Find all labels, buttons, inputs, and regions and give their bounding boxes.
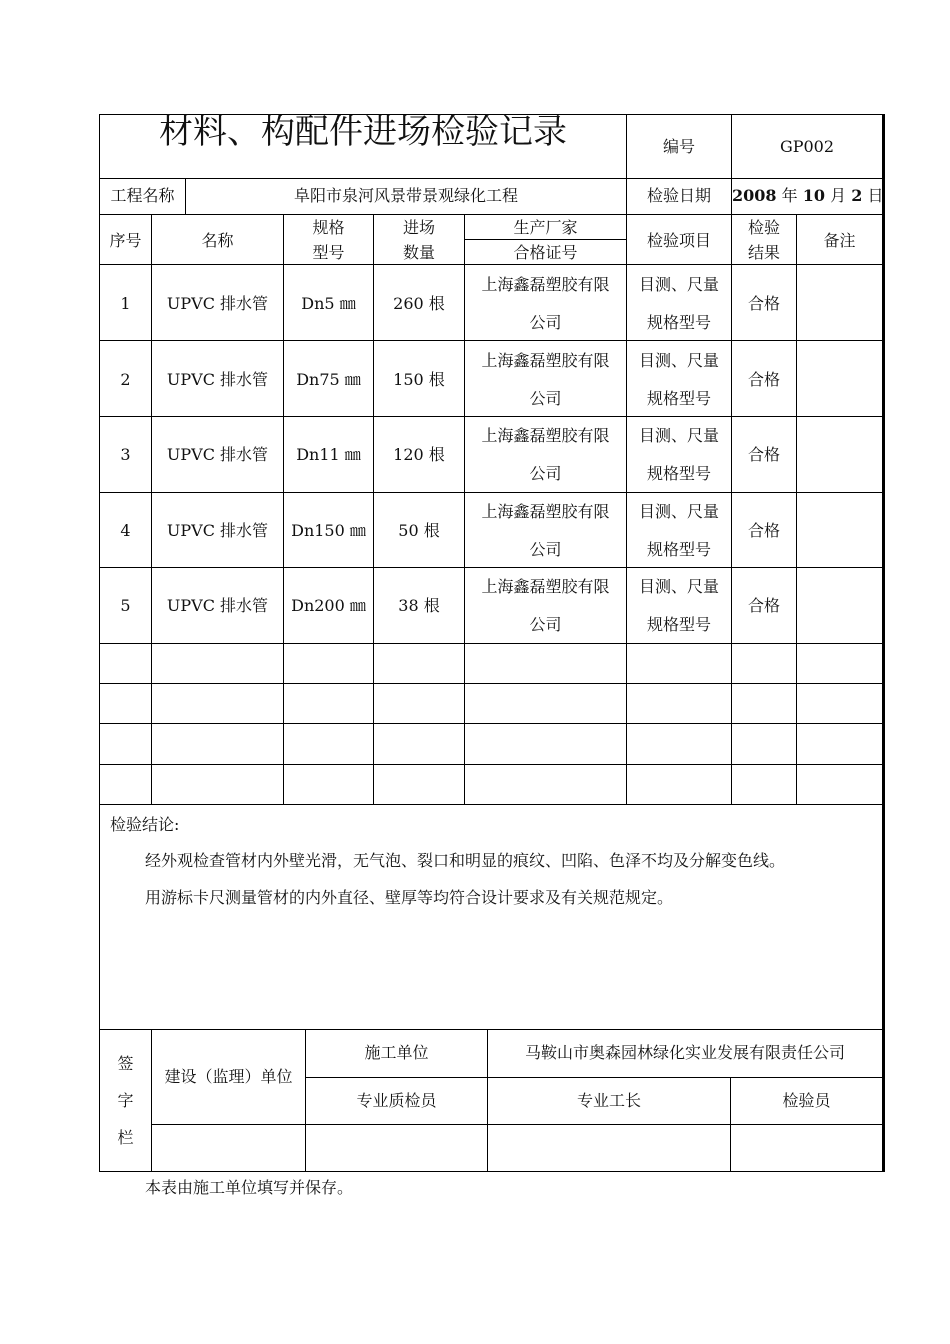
rule bbox=[99, 416, 884, 417]
cell-item-l1: 目测、尺量 bbox=[638, 502, 719, 521]
cell-seq: 5 bbox=[120, 596, 131, 615]
signature-column-char-2: 字 bbox=[117, 1091, 134, 1110]
cell-maker-l2: 公司 bbox=[529, 464, 562, 483]
cell-spec: Dn5 ㎜ bbox=[301, 294, 356, 313]
cell-item-l2: 规格型号 bbox=[646, 615, 711, 634]
col-header-cert: 合格证号 bbox=[513, 243, 578, 262]
cell-item-l2: 规格型号 bbox=[646, 540, 711, 559]
cell-name: UPVC 排水管 bbox=[166, 596, 269, 615]
code-value: GP002 bbox=[779, 137, 835, 156]
col-header-qty-l2: 数量 bbox=[402, 243, 435, 262]
cell-result: 合格 bbox=[747, 521, 780, 540]
cell-spec: Dn200 ㎜ bbox=[291, 596, 366, 615]
col-header-remark: 备注 bbox=[823, 231, 856, 250]
rule bbox=[99, 264, 884, 265]
cell-spec: Dn75 ㎜ bbox=[296, 370, 361, 389]
col-header-result-l1: 检验 bbox=[747, 218, 780, 237]
rule bbox=[99, 214, 884, 215]
cell-result: 合格 bbox=[747, 294, 780, 313]
cell-seq: 3 bbox=[120, 445, 131, 464]
col-header-seq: 序号 bbox=[109, 231, 142, 250]
cell-name: UPVC 排水管 bbox=[166, 445, 269, 464]
date-year-unit: 年 bbox=[781, 186, 798, 205]
cell-name: UPVC 排水管 bbox=[166, 294, 269, 313]
cell-item-l1: 目测、尺量 bbox=[638, 426, 719, 445]
conclusion-label: 检验结论: bbox=[110, 815, 180, 834]
table-border-bottom bbox=[99, 1171, 884, 1172]
date-day: 2 bbox=[851, 186, 863, 205]
cell-result: 合格 bbox=[747, 370, 780, 389]
col-header-qty-l1: 进场 bbox=[402, 218, 435, 237]
cell-maker-l2: 公司 bbox=[529, 313, 562, 332]
date-day-unit: 日 bbox=[867, 186, 884, 205]
cell-item-l1: 目测、尺量 bbox=[638, 577, 719, 596]
rule bbox=[99, 492, 884, 493]
cell-maker-l1: 上海鑫磊塑胶有限 bbox=[481, 426, 610, 445]
inspection-date-label: 检验日期 bbox=[646, 186, 711, 205]
rule bbox=[99, 683, 884, 684]
cell-seq: 1 bbox=[120, 294, 131, 313]
cell-name: UPVC 排水管 bbox=[166, 521, 269, 540]
cell-spec: Dn150 ㎜ bbox=[291, 521, 366, 540]
owner-supervisor-label: 建设（监理）单位 bbox=[164, 1067, 293, 1086]
cell-maker-l1: 上海鑫磊塑胶有限 bbox=[481, 502, 610, 521]
date-month: 10 bbox=[802, 186, 825, 205]
cell-result: 合格 bbox=[747, 596, 780, 615]
contractor-label: 施工单位 bbox=[364, 1043, 429, 1062]
rule bbox=[151, 1029, 152, 1172]
rule bbox=[99, 340, 884, 341]
cell-qty: 50 根 bbox=[398, 521, 440, 540]
footer-note: 本表由施工单位填写并保存。 bbox=[145, 1178, 354, 1197]
signature-column-char-1: 签 bbox=[117, 1054, 134, 1073]
cell-seq: 2 bbox=[120, 370, 131, 389]
cell-maker-l2: 公司 bbox=[529, 389, 562, 408]
code-label: 编号 bbox=[662, 137, 695, 156]
cell-maker-l1: 上海鑫磊塑胶有限 bbox=[481, 351, 610, 370]
col-header-maker: 生产厂家 bbox=[513, 218, 578, 237]
cell-result: 合格 bbox=[747, 445, 780, 464]
cell-qty: 120 根 bbox=[393, 445, 445, 464]
foreman-label: 专业工长 bbox=[576, 1091, 641, 1110]
conclusion-line-2: 用游标卡尺测量管材的内外直径、壁厚等均符合设计要求及有关规范规定。 bbox=[145, 888, 674, 907]
cell-maker-l1: 上海鑫磊塑胶有限 bbox=[481, 275, 610, 294]
cell-seq: 4 bbox=[120, 521, 131, 540]
project-name-label: 工程名称 bbox=[110, 186, 175, 205]
cell-spec: Dn11 ㎜ bbox=[296, 445, 361, 464]
cell-item-l1: 目测、尺量 bbox=[638, 351, 719, 370]
contractor-name: 马鞍山市奥森园林绿化实业发展有限责任公司 bbox=[524, 1043, 845, 1062]
rule bbox=[99, 1029, 884, 1030]
col-header-spec-l2: 型号 bbox=[312, 243, 345, 262]
rule bbox=[99, 764, 884, 765]
rule bbox=[151, 1124, 884, 1125]
project-name-value: 阜阳市泉河风景带景观绿化工程 bbox=[293, 186, 518, 205]
cell-item-l2: 规格型号 bbox=[646, 389, 711, 408]
cell-name: UPVC 排水管 bbox=[166, 370, 269, 389]
cell-item-l2: 规格型号 bbox=[646, 464, 711, 483]
page-title: 材料、构配件进场检验记录 bbox=[159, 112, 567, 152]
col-header-item: 检验项目 bbox=[646, 231, 711, 250]
rule bbox=[99, 567, 884, 568]
date-year: 2008 bbox=[732, 186, 777, 205]
cell-maker-l2: 公司 bbox=[529, 615, 562, 634]
rule bbox=[305, 1077, 884, 1078]
conclusion-line-1: 经外观检查管材内外壁光滑，无气泡、裂口和明显的痕纹、凹陷、色泽不均及分解变色线。 bbox=[145, 851, 786, 870]
cell-qty: 150 根 bbox=[393, 370, 445, 389]
rule bbox=[796, 214, 797, 805]
signature-column-char-3: 栏 bbox=[117, 1128, 134, 1147]
date-month-unit: 月 bbox=[830, 186, 847, 205]
col-header-result-l2: 结果 bbox=[747, 243, 780, 262]
cell-item-l2: 规格型号 bbox=[646, 313, 711, 332]
qc-inspector-label: 专业质检员 bbox=[356, 1091, 437, 1110]
cell-qty: 260 根 bbox=[393, 294, 445, 313]
rule bbox=[464, 239, 627, 240]
inspection-date-value bbox=[732, 186, 882, 206]
cell-qty: 38 根 bbox=[398, 596, 440, 615]
inspector-label: 检验员 bbox=[782, 1091, 831, 1110]
rule bbox=[99, 723, 884, 724]
rule bbox=[99, 178, 884, 179]
col-header-name: 名称 bbox=[201, 231, 234, 250]
col-header-spec-l1: 规格 bbox=[312, 218, 345, 237]
cell-item-l1: 目测、尺量 bbox=[638, 275, 719, 294]
cell-maker-l2: 公司 bbox=[529, 540, 562, 559]
cell-maker-l1: 上海鑫磊塑胶有限 bbox=[481, 577, 610, 596]
rule bbox=[99, 643, 884, 644]
rule bbox=[99, 804, 884, 805]
